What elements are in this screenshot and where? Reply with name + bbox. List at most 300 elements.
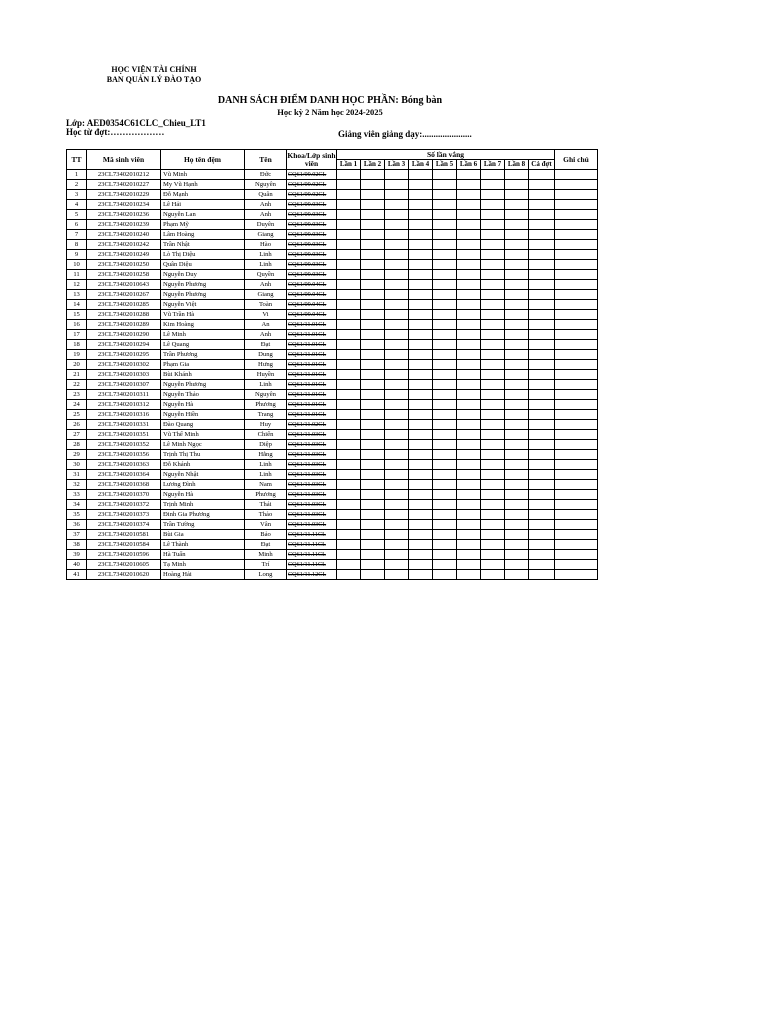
absence-cell[interactable]	[529, 290, 555, 300]
absence-cell[interactable]	[457, 540, 481, 550]
absence-cell[interactable]	[481, 440, 505, 450]
absence-cell[interactable]	[433, 370, 457, 380]
absence-cell[interactable]	[361, 500, 385, 510]
absence-cell[interactable]	[505, 170, 529, 180]
absence-cell[interactable]	[361, 440, 385, 450]
notes-cell[interactable]	[555, 460, 598, 470]
absence-cell[interactable]	[433, 270, 457, 280]
absence-cell[interactable]	[529, 370, 555, 380]
absence-cell[interactable]	[361, 400, 385, 410]
notes-cell[interactable]	[555, 200, 598, 210]
absence-cell[interactable]	[505, 190, 529, 200]
notes-cell[interactable]	[555, 190, 598, 200]
notes-cell[interactable]	[555, 340, 598, 350]
absence-cell[interactable]	[505, 420, 529, 430]
absence-cell[interactable]	[361, 530, 385, 540]
absence-cell[interactable]	[481, 270, 505, 280]
absence-cell[interactable]	[433, 480, 457, 490]
absence-cell[interactable]	[529, 260, 555, 270]
absence-cell[interactable]	[457, 170, 481, 180]
absence-cell[interactable]	[433, 490, 457, 500]
notes-cell[interactable]	[555, 370, 598, 380]
absence-cell[interactable]	[457, 300, 481, 310]
absence-cell[interactable]	[481, 380, 505, 390]
absence-cell[interactable]	[337, 180, 361, 190]
absence-cell[interactable]	[361, 430, 385, 440]
absence-cell[interactable]	[385, 470, 409, 480]
absence-cell[interactable]	[361, 290, 385, 300]
notes-cell[interactable]	[555, 180, 598, 190]
absence-cell[interactable]	[433, 500, 457, 510]
notes-cell[interactable]	[555, 170, 598, 180]
notes-cell[interactable]	[555, 310, 598, 320]
absence-cell[interactable]	[433, 260, 457, 270]
absence-cell[interactable]	[529, 320, 555, 330]
absence-cell[interactable]	[457, 550, 481, 560]
absence-cell[interactable]	[361, 460, 385, 470]
absence-cell[interactable]	[433, 440, 457, 450]
absence-cell[interactable]	[337, 400, 361, 410]
notes-cell[interactable]	[555, 510, 598, 520]
absence-cell[interactable]	[529, 170, 555, 180]
absence-cell[interactable]	[385, 560, 409, 570]
absence-cell[interactable]	[505, 340, 529, 350]
absence-cell[interactable]	[361, 390, 385, 400]
absence-cell[interactable]	[529, 330, 555, 340]
notes-cell[interactable]	[555, 240, 598, 250]
absence-cell[interactable]	[409, 240, 433, 250]
absence-cell[interactable]	[433, 230, 457, 240]
absence-cell[interactable]	[505, 550, 529, 560]
absence-cell[interactable]	[505, 370, 529, 380]
absence-cell[interactable]	[337, 300, 361, 310]
notes-cell[interactable]	[555, 280, 598, 290]
absence-cell[interactable]	[409, 230, 433, 240]
absence-cell[interactable]	[409, 560, 433, 570]
absence-cell[interactable]	[385, 450, 409, 460]
absence-cell[interactable]	[481, 480, 505, 490]
absence-cell[interactable]	[457, 390, 481, 400]
absence-cell[interactable]	[433, 550, 457, 560]
absence-cell[interactable]	[409, 360, 433, 370]
absence-cell[interactable]	[337, 570, 361, 580]
absence-cell[interactable]	[385, 290, 409, 300]
absence-cell[interactable]	[505, 570, 529, 580]
absence-cell[interactable]	[385, 220, 409, 230]
absence-cell[interactable]	[481, 290, 505, 300]
absence-cell[interactable]	[433, 400, 457, 410]
absence-cell[interactable]	[385, 500, 409, 510]
notes-cell[interactable]	[555, 500, 598, 510]
absence-cell[interactable]	[433, 290, 457, 300]
absence-cell[interactable]	[385, 510, 409, 520]
absence-cell[interactable]	[505, 500, 529, 510]
absence-cell[interactable]	[337, 440, 361, 450]
absence-cell[interactable]	[409, 190, 433, 200]
absence-cell[interactable]	[337, 320, 361, 330]
absence-cell[interactable]	[337, 480, 361, 490]
absence-cell[interactable]	[457, 220, 481, 230]
absence-cell[interactable]	[337, 250, 361, 260]
absence-cell[interactable]	[505, 300, 529, 310]
absence-cell[interactable]	[409, 400, 433, 410]
absence-cell[interactable]	[409, 290, 433, 300]
absence-cell[interactable]	[481, 220, 505, 230]
absence-cell[interactable]	[361, 410, 385, 420]
absence-cell[interactable]	[337, 310, 361, 320]
absence-cell[interactable]	[361, 370, 385, 380]
absence-cell[interactable]	[385, 350, 409, 360]
absence-cell[interactable]	[337, 340, 361, 350]
absence-cell[interactable]	[385, 380, 409, 390]
absence-cell[interactable]	[457, 460, 481, 470]
absence-cell[interactable]	[505, 520, 529, 530]
notes-cell[interactable]	[555, 490, 598, 500]
absence-cell[interactable]	[505, 490, 529, 500]
absence-cell[interactable]	[385, 170, 409, 180]
absence-cell[interactable]	[505, 230, 529, 240]
absence-cell[interactable]	[457, 480, 481, 490]
absence-cell[interactable]	[505, 260, 529, 270]
absence-cell[interactable]	[433, 240, 457, 250]
absence-cell[interactable]	[337, 500, 361, 510]
absence-cell[interactable]	[409, 370, 433, 380]
absence-cell[interactable]	[457, 410, 481, 420]
absence-cell[interactable]	[409, 250, 433, 260]
absence-cell[interactable]	[385, 550, 409, 560]
absence-cell[interactable]	[481, 390, 505, 400]
absence-cell[interactable]	[409, 170, 433, 180]
absence-cell[interactable]	[433, 210, 457, 220]
absence-cell[interactable]	[505, 460, 529, 470]
notes-cell[interactable]	[555, 550, 598, 560]
absence-cell[interactable]	[385, 360, 409, 370]
absence-cell[interactable]	[409, 430, 433, 440]
notes-cell[interactable]	[555, 260, 598, 270]
absence-cell[interactable]	[385, 540, 409, 550]
absence-cell[interactable]	[433, 310, 457, 320]
notes-cell[interactable]	[555, 530, 598, 540]
absence-cell[interactable]	[481, 280, 505, 290]
absence-cell[interactable]	[433, 390, 457, 400]
absence-cell[interactable]	[409, 470, 433, 480]
absence-cell[interactable]	[481, 170, 505, 180]
absence-cell[interactable]	[529, 360, 555, 370]
absence-cell[interactable]	[385, 310, 409, 320]
absence-cell[interactable]	[481, 310, 505, 320]
absence-cell[interactable]	[361, 280, 385, 290]
absence-cell[interactable]	[361, 490, 385, 500]
notes-cell[interactable]	[555, 230, 598, 240]
absence-cell[interactable]	[481, 510, 505, 520]
absence-cell[interactable]	[433, 460, 457, 470]
absence-cell[interactable]	[409, 300, 433, 310]
absence-cell[interactable]	[433, 560, 457, 570]
absence-cell[interactable]	[361, 210, 385, 220]
absence-cell[interactable]	[361, 510, 385, 520]
absence-cell[interactable]	[529, 380, 555, 390]
absence-cell[interactable]	[457, 200, 481, 210]
absence-cell[interactable]	[433, 420, 457, 430]
absence-cell[interactable]	[481, 450, 505, 460]
absence-cell[interactable]	[433, 300, 457, 310]
absence-cell[interactable]	[433, 570, 457, 580]
absence-cell[interactable]	[433, 200, 457, 210]
absence-cell[interactable]	[409, 340, 433, 350]
absence-cell[interactable]	[337, 280, 361, 290]
absence-cell[interactable]	[481, 320, 505, 330]
absence-cell[interactable]	[385, 460, 409, 470]
absence-cell[interactable]	[409, 380, 433, 390]
absence-cell[interactable]	[529, 230, 555, 240]
absence-cell[interactable]	[481, 300, 505, 310]
absence-cell[interactable]	[505, 400, 529, 410]
notes-cell[interactable]	[555, 520, 598, 530]
absence-cell[interactable]	[481, 570, 505, 580]
absence-cell[interactable]	[457, 420, 481, 430]
absence-cell[interactable]	[409, 460, 433, 470]
absence-cell[interactable]	[361, 230, 385, 240]
absence-cell[interactable]	[385, 530, 409, 540]
absence-cell[interactable]	[505, 350, 529, 360]
absence-cell[interactable]	[337, 450, 361, 460]
absence-cell[interactable]	[457, 290, 481, 300]
absence-cell[interactable]	[385, 570, 409, 580]
absence-cell[interactable]	[457, 360, 481, 370]
absence-cell[interactable]	[361, 240, 385, 250]
absence-cell[interactable]	[337, 230, 361, 240]
absence-cell[interactable]	[385, 330, 409, 340]
absence-cell[interactable]	[337, 530, 361, 540]
absence-cell[interactable]	[409, 530, 433, 540]
absence-cell[interactable]	[457, 530, 481, 540]
absence-cell[interactable]	[529, 400, 555, 410]
notes-cell[interactable]	[555, 220, 598, 230]
notes-cell[interactable]	[555, 390, 598, 400]
absence-cell[interactable]	[457, 230, 481, 240]
absence-cell[interactable]	[409, 210, 433, 220]
absence-cell[interactable]	[433, 530, 457, 540]
absence-cell[interactable]	[481, 360, 505, 370]
notes-cell[interactable]	[555, 470, 598, 480]
absence-cell[interactable]	[505, 320, 529, 330]
absence-cell[interactable]	[505, 310, 529, 320]
absence-cell[interactable]	[529, 570, 555, 580]
absence-cell[interactable]	[481, 250, 505, 260]
absence-cell[interactable]	[409, 500, 433, 510]
absence-cell[interactable]	[433, 430, 457, 440]
notes-cell[interactable]	[555, 400, 598, 410]
absence-cell[interactable]	[337, 260, 361, 270]
absence-cell[interactable]	[457, 250, 481, 260]
absence-cell[interactable]	[337, 190, 361, 200]
notes-cell[interactable]	[555, 380, 598, 390]
absence-cell[interactable]	[409, 480, 433, 490]
absence-cell[interactable]	[385, 270, 409, 280]
absence-cell[interactable]	[409, 260, 433, 270]
absence-cell[interactable]	[481, 420, 505, 430]
absence-cell[interactable]	[529, 440, 555, 450]
absence-cell[interactable]	[457, 450, 481, 460]
absence-cell[interactable]	[505, 280, 529, 290]
absence-cell[interactable]	[505, 480, 529, 490]
absence-cell[interactable]	[433, 520, 457, 530]
absence-cell[interactable]	[505, 390, 529, 400]
absence-cell[interactable]	[457, 340, 481, 350]
notes-cell[interactable]	[555, 410, 598, 420]
absence-cell[interactable]	[505, 560, 529, 570]
absence-cell[interactable]	[337, 370, 361, 380]
absence-cell[interactable]	[337, 240, 361, 250]
absence-cell[interactable]	[529, 220, 555, 230]
absence-cell[interactable]	[409, 550, 433, 560]
absence-cell[interactable]	[361, 520, 385, 530]
absence-cell[interactable]	[457, 510, 481, 520]
absence-cell[interactable]	[361, 220, 385, 230]
absence-cell[interactable]	[529, 460, 555, 470]
absence-cell[interactable]	[457, 180, 481, 190]
absence-cell[interactable]	[457, 280, 481, 290]
absence-cell[interactable]	[385, 430, 409, 440]
absence-cell[interactable]	[505, 330, 529, 340]
absence-cell[interactable]	[457, 500, 481, 510]
absence-cell[interactable]	[529, 530, 555, 540]
absence-cell[interactable]	[457, 260, 481, 270]
absence-cell[interactable]	[361, 540, 385, 550]
absence-cell[interactable]	[481, 540, 505, 550]
absence-cell[interactable]	[529, 520, 555, 530]
absence-cell[interactable]	[337, 210, 361, 220]
absence-cell[interactable]	[457, 190, 481, 200]
absence-cell[interactable]	[529, 500, 555, 510]
absence-cell[interactable]	[409, 510, 433, 520]
notes-cell[interactable]	[555, 250, 598, 260]
absence-cell[interactable]	[529, 240, 555, 250]
notes-cell[interactable]	[555, 560, 598, 570]
absence-cell[interactable]	[385, 370, 409, 380]
absence-cell[interactable]	[385, 230, 409, 240]
absence-cell[interactable]	[337, 330, 361, 340]
notes-cell[interactable]	[555, 360, 598, 370]
absence-cell[interactable]	[481, 430, 505, 440]
absence-cell[interactable]	[481, 180, 505, 190]
absence-cell[interactable]	[337, 420, 361, 430]
absence-cell[interactable]	[337, 460, 361, 470]
absence-cell[interactable]	[361, 420, 385, 430]
absence-cell[interactable]	[481, 340, 505, 350]
absence-cell[interactable]	[481, 550, 505, 560]
absence-cell[interactable]	[337, 550, 361, 560]
absence-cell[interactable]	[337, 520, 361, 530]
absence-cell[interactable]	[409, 220, 433, 230]
absence-cell[interactable]	[433, 340, 457, 350]
absence-cell[interactable]	[361, 310, 385, 320]
absence-cell[interactable]	[337, 290, 361, 300]
absence-cell[interactable]	[337, 380, 361, 390]
absence-cell[interactable]	[457, 350, 481, 360]
absence-cell[interactable]	[385, 250, 409, 260]
absence-cell[interactable]	[337, 270, 361, 280]
absence-cell[interactable]	[457, 320, 481, 330]
absence-cell[interactable]	[481, 490, 505, 500]
absence-cell[interactable]	[457, 270, 481, 280]
absence-cell[interactable]	[337, 560, 361, 570]
absence-cell[interactable]	[361, 300, 385, 310]
notes-cell[interactable]	[555, 440, 598, 450]
absence-cell[interactable]	[481, 500, 505, 510]
absence-cell[interactable]	[409, 450, 433, 460]
absence-cell[interactable]	[481, 240, 505, 250]
absence-cell[interactable]	[337, 360, 361, 370]
absence-cell[interactable]	[409, 410, 433, 420]
notes-cell[interactable]	[555, 430, 598, 440]
absence-cell[interactable]	[361, 560, 385, 570]
absence-cell[interactable]	[361, 480, 385, 490]
absence-cell[interactable]	[481, 210, 505, 220]
absence-cell[interactable]	[481, 520, 505, 530]
absence-cell[interactable]	[385, 520, 409, 530]
absence-cell[interactable]	[529, 340, 555, 350]
absence-cell[interactable]	[361, 200, 385, 210]
absence-cell[interactable]	[409, 540, 433, 550]
absence-cell[interactable]	[385, 320, 409, 330]
absence-cell[interactable]	[433, 380, 457, 390]
absence-cell[interactable]	[361, 450, 385, 460]
absence-cell[interactable]	[529, 190, 555, 200]
absence-cell[interactable]	[433, 280, 457, 290]
notes-cell[interactable]	[555, 540, 598, 550]
absence-cell[interactable]	[433, 170, 457, 180]
absence-cell[interactable]	[385, 410, 409, 420]
notes-cell[interactable]	[555, 480, 598, 490]
absence-cell[interactable]	[361, 550, 385, 560]
notes-cell[interactable]	[555, 570, 598, 580]
absence-cell[interactable]	[505, 360, 529, 370]
absence-cell[interactable]	[529, 430, 555, 440]
notes-cell[interactable]	[555, 450, 598, 460]
absence-cell[interactable]	[529, 490, 555, 500]
absence-cell[interactable]	[361, 270, 385, 280]
absence-cell[interactable]	[361, 340, 385, 350]
absence-cell[interactable]	[529, 270, 555, 280]
absence-cell[interactable]	[433, 180, 457, 190]
absence-cell[interactable]	[529, 560, 555, 570]
absence-cell[interactable]	[385, 390, 409, 400]
absence-cell[interactable]	[457, 520, 481, 530]
absence-cell[interactable]	[529, 310, 555, 320]
absence-cell[interactable]	[529, 280, 555, 290]
absence-cell[interactable]	[505, 180, 529, 190]
absence-cell[interactable]	[385, 280, 409, 290]
absence-cell[interactable]	[409, 440, 433, 450]
absence-cell[interactable]	[505, 220, 529, 230]
absence-cell[interactable]	[361, 330, 385, 340]
absence-cell[interactable]	[409, 270, 433, 280]
absence-cell[interactable]	[529, 250, 555, 260]
absence-cell[interactable]	[409, 200, 433, 210]
absence-cell[interactable]	[529, 450, 555, 460]
absence-cell[interactable]	[337, 430, 361, 440]
absence-cell[interactable]	[409, 310, 433, 320]
absence-cell[interactable]	[529, 510, 555, 520]
absence-cell[interactable]	[361, 190, 385, 200]
absence-cell[interactable]	[481, 230, 505, 240]
absence-cell[interactable]	[385, 190, 409, 200]
absence-cell[interactable]	[409, 330, 433, 340]
absence-cell[interactable]	[481, 260, 505, 270]
absence-cell[interactable]	[385, 300, 409, 310]
absence-cell[interactable]	[433, 510, 457, 520]
